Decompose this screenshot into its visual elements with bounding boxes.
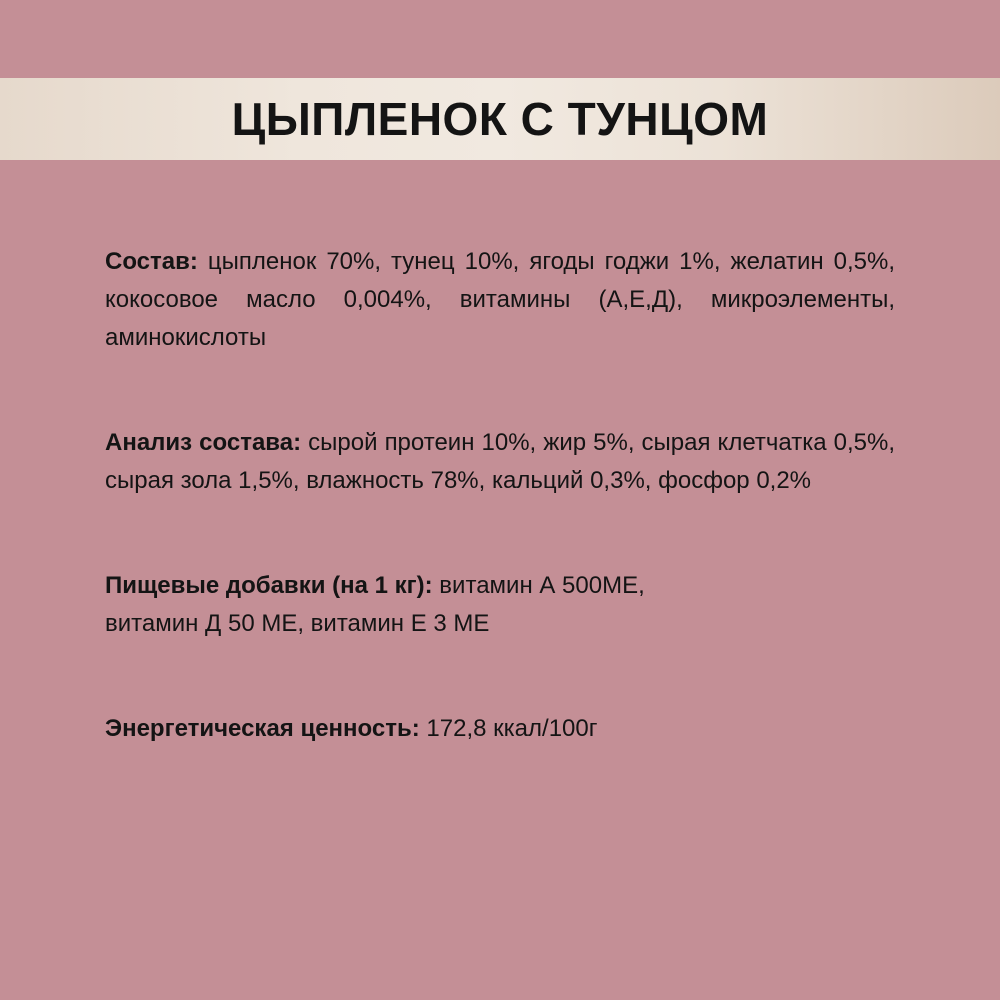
energy-text: 172,8 ккал/100г [419, 715, 598, 742]
energy-label: Энергетическая ценность: [105, 715, 420, 742]
analysis-section [105, 424, 895, 500]
page-title: ЦЫПЛЕНОК С ТУНЦОМ [231, 93, 769, 145]
composition-label: Состав: [105, 248, 198, 275]
title-banner [0, 78, 1000, 160]
additives-label: Пищевые добавки (на 1 кг): [105, 572, 433, 599]
energy-section [105, 710, 895, 748]
composition-text: цыпленок 70%, тунец 10%, ягоды годжи 1%, желатин 0,5%, кокосовое масло 0,004%, витамины (А,Е,Д), микроэлементы, аминокислоты [105, 248, 895, 351]
composition-section [105, 243, 895, 357]
additives-text-line2: витамин Д 50 МЕ, витамин Е 3 МЕ [105, 610, 490, 637]
additives-text: витамин А 500МЕ, [432, 572, 645, 599]
analysis-text: сырой протеин 10%, жир 5%, сырая клетчатка 0,5%, сырая зола 1,5%, влажность 78%, кальций 0,3%, фосфор 0,2% [105, 429, 895, 494]
product-info [105, 243, 895, 748]
analysis-label: Анализ состава: [105, 429, 302, 456]
additives-section [105, 567, 895, 643]
